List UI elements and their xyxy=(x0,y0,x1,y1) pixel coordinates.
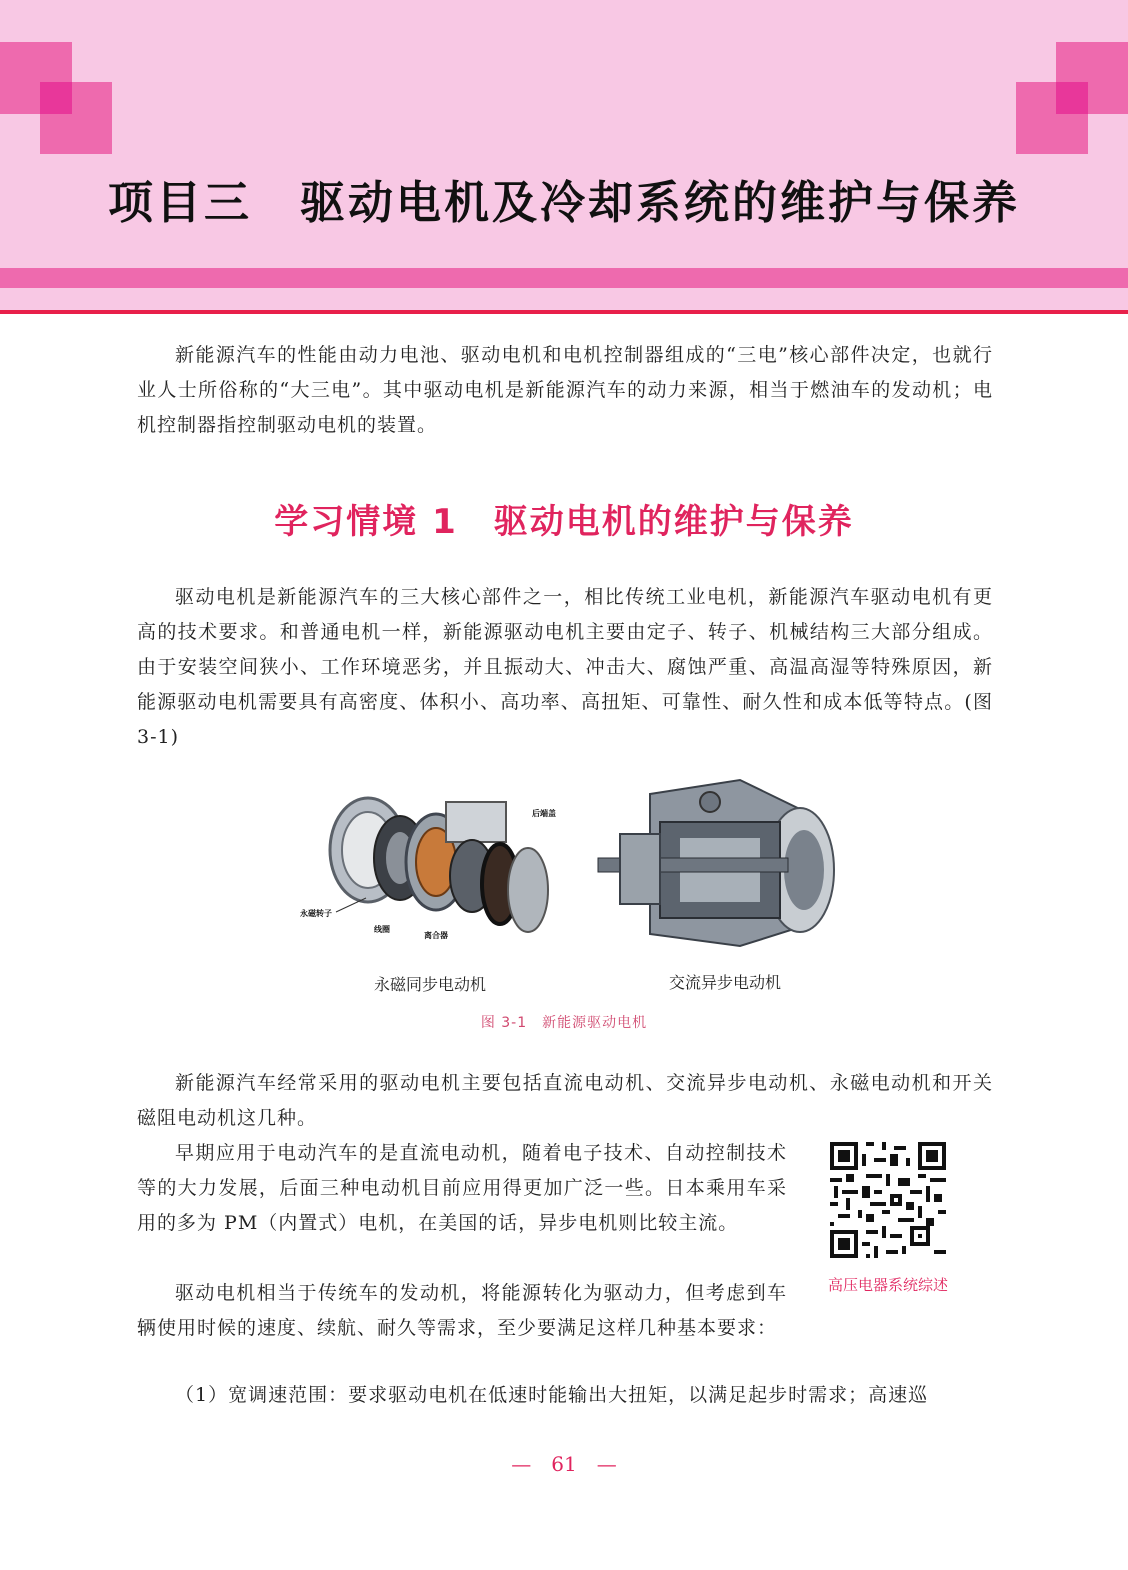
figure-right-caption: 交流异步电动机 xyxy=(668,973,781,992)
page-number: — 61 — xyxy=(511,1452,617,1476)
label-coil: 线圈 xyxy=(374,925,390,934)
figure-left-caption: 永磁同步电动机 xyxy=(373,975,486,994)
body-paragraph: 驱动电机是新能源汽车的三大核心部件之一，相比传统工业电机，新能源汽车驱动电机有更高的技术要求。和普通电机一样，新能源驱动电机主要由定子、转子、机械结构三大部分组成。由于安装空间狭小、工作环境恶劣，并且振动大、冲击大、腐蚀严重、高温高湿等特殊原因，新能源驱动电机需要具有高密度、体积小、高功率、高扭矩、可靠性、耐久性和成本低等特点。(图 3-1) xyxy=(137,586,993,748)
label-rotor: 永磁转子 xyxy=(300,909,332,918)
header-band xyxy=(0,288,1128,310)
decor-square-overlap xyxy=(1056,82,1088,114)
pmsm-exploded-illustration xyxy=(296,772,556,954)
label-rear-cover: 后端盖 xyxy=(532,809,556,818)
body-paragraph: 早期应用于电动汽车的是直流电动机，随着电子技术、自动控制技术等的大力发展，后面三种电动机目前应用得更加广泛一些。日本乘用车采用的多为 PM（内置式）电机，在美国的话，异步电机则比较主流。 xyxy=(137,1142,787,1234)
induction-motor-cutaway-illustration xyxy=(590,774,840,952)
decor-square-overlap xyxy=(40,82,72,114)
chapter-title: 项目三 驱动电机及冷却系统的维护与保养 xyxy=(107,176,1020,229)
body-paragraph: 驱动电机相当于传统车的发动机，将能源转化为驱动力，但考虑到车辆使用时候的速度、续航、耐久等需求，至少要满足这样几种基本要求： xyxy=(137,1282,787,1339)
qr-caption: 高压电器系统综述 xyxy=(827,1276,948,1294)
body-paragraph: （1）宽调速范围：要求驱动电机在低速时能输出大扭矩，以满足起步时需求；高速巡 xyxy=(175,1384,929,1406)
label-clutch: 离合器 xyxy=(424,931,448,940)
header-rule xyxy=(0,310,1128,314)
qr-code[interactable] xyxy=(830,1142,946,1258)
header-band xyxy=(0,268,1128,288)
body-paragraph: 新能源汽车经常采用的驱动电机主要包括直流电动机、交流异步电动机、永磁电动机和开关磁阻电动机这几种。 xyxy=(137,1072,993,1129)
section-title: 学习情境 1 驱动电机的维护与保养 xyxy=(274,502,854,542)
figure-title: 图 3-1 新能源驱动电机 xyxy=(480,1015,648,1031)
intro-paragraph: 新能源汽车的性能由动力电池、驱动电机和电机控制器组成的“三电”核心部件决定，也就行业人士所俗称的“大三电”。其中驱动电机是新能源汽车的动力来源，相当于燃油车的发动机；电机控制器指控制驱动电机的装置。 xyxy=(137,344,993,436)
